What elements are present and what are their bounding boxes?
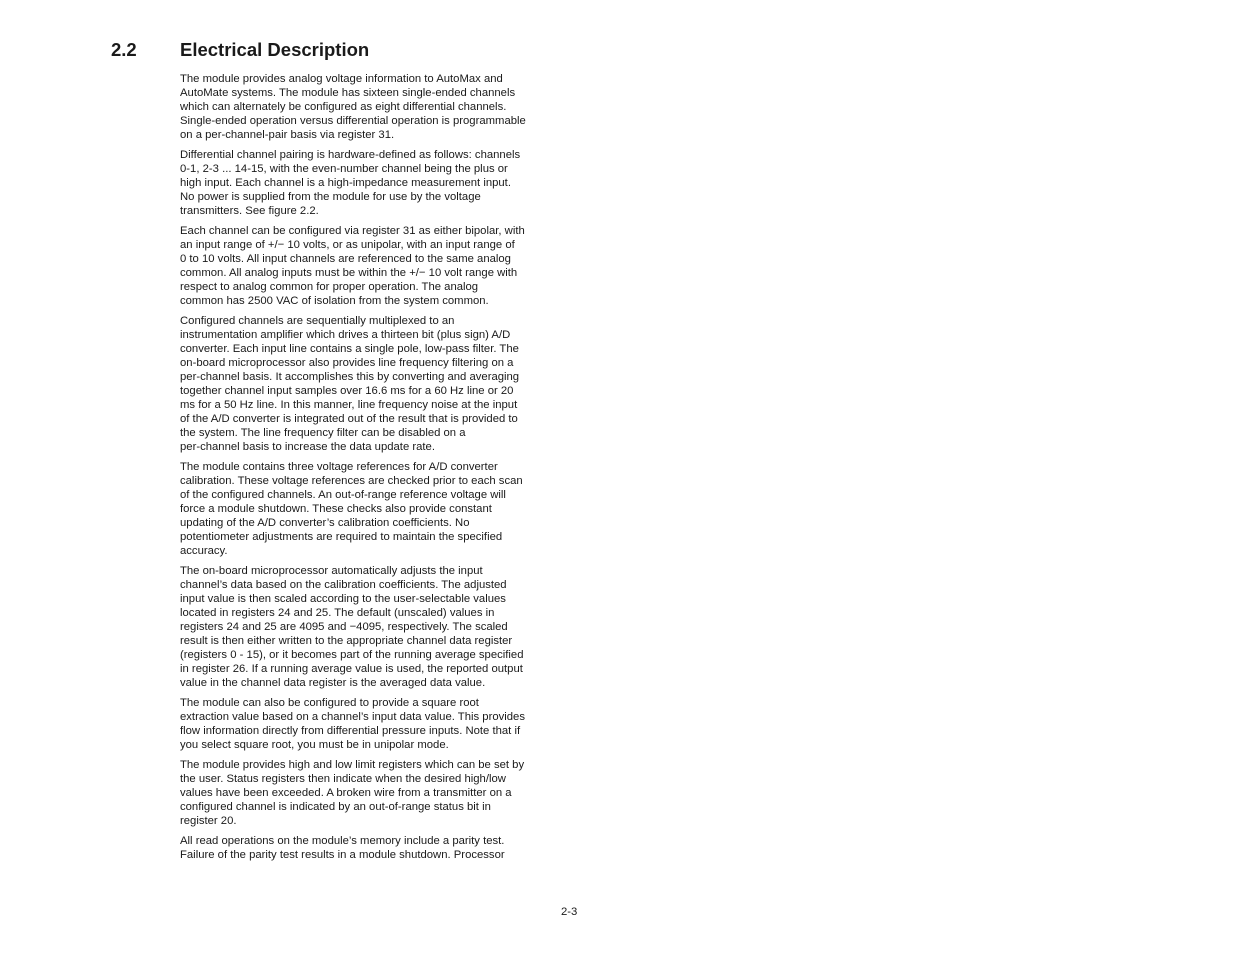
text-line: converter. Each input line contains a single pole, low-pass filter. The: [180, 343, 519, 355]
text-line: transmitters. See figure 2.2.: [180, 205, 319, 217]
text-line: value in the channel data register is the averaged data value.: [180, 677, 486, 689]
text-line: flow information directly from differential pressure inputs. Note that if: [180, 725, 521, 737]
text-line: ms for a 50 Hz line. In this manner, line frequency noise at the input: [180, 399, 518, 411]
text-line: an input range of +/− 10 volts, or as unipolar, with an input range of: [180, 239, 515, 251]
text-line: values have been exceeded. A broken wire from a transmitter on a: [180, 787, 512, 799]
text-line: calibration. These voltage references are checked prior to each scan: [180, 475, 523, 487]
text-line: the system. The line frequency filter can be disabled on a: [180, 427, 466, 439]
text-line: registers 24 and 25 are 4095 and −4095, respectively. The scaled: [180, 621, 508, 633]
text-line: Each channel can be configured via register 31 as either bipolar, with: [180, 225, 525, 237]
text-line: Differential channel pairing is hardware-defined as follows: channels: [180, 149, 521, 161]
text-line: AutoMate systems. The module has sixteen single-ended channels: [180, 87, 516, 99]
text-line: on a per-channel-pair basis via register 31.: [180, 129, 395, 141]
body-text-column: [180, 72, 572, 868]
section-number: 2.2: [111, 39, 137, 60]
section-title: Electrical Description: [180, 39, 370, 60]
text-line: potentiometer adjustments are required to maintain the specified: [180, 531, 503, 543]
text-line: register 20.: [180, 815, 237, 827]
text-line: The module contains three voltage references for A/D converter: [180, 461, 498, 473]
paragraph: [180, 148, 572, 218]
text-line: The module provides analog voltage information to AutoMax and: [180, 73, 503, 85]
text-line: on-board microprocessor also provides line frequency filtering on a: [180, 357, 514, 369]
text-line: input value is then scaled according to the user-selectable values: [180, 593, 506, 605]
paragraph: [180, 72, 572, 142]
text-line: updating of the A/D converter’s calibration coefficients. No: [180, 517, 470, 529]
paragraph: [180, 460, 572, 558]
paragraph: [180, 314, 572, 454]
text-line: The on-board microprocessor automatically adjusts the input: [180, 565, 483, 577]
section-heading: [111, 38, 369, 62]
text-line: respect to analog common for proper operation. The analog: [180, 281, 479, 293]
text-line: per-channel basis. It accomplishes this by converting and averaging: [180, 371, 520, 383]
text-line: result is then either written to the appropriate channel data register: [180, 635, 513, 647]
text-line: force a module shutdown. These checks also provide constant: [180, 503, 492, 515]
text-line: Failure of the parity test results in a module shutdown. Processor: [180, 849, 505, 861]
text-line: accuracy.: [180, 545, 228, 557]
text-line: the user. Status registers then indicate when the desired high/low: [180, 773, 506, 785]
text-line: channel’s data based on the calibration coefficients. The adjusted: [180, 579, 507, 591]
text-line: which can alternately be configured as eight differential channels.: [180, 101, 507, 113]
text-line: of the configured channels. An out-of-range reference voltage will: [180, 489, 506, 501]
paragraph: [180, 564, 572, 690]
paragraph: [180, 224, 572, 308]
text-line: Single-ended operation versus differential operation is programmable: [180, 115, 526, 127]
text-line: of the A/D converter is integrated out of the result that is provided to: [180, 413, 518, 425]
text-line: (registers 0 - 15), or it becomes part of the running average specified: [180, 649, 524, 661]
text-line: common has 2500 VAC of isolation from the system common.: [180, 295, 489, 307]
text-line: instrumentation amplifier which drives a thirteen bit (plus sign) A/D: [180, 329, 511, 341]
text-line: No power is supplied from the module for use by the voltage: [180, 191, 481, 203]
text-line: All read operations on the module’s memory include a parity test.: [180, 835, 505, 847]
text-line: The module can also be configured to provide a square root: [180, 697, 479, 709]
text-line: high input. Each channel is a high-impedance measurement input.: [180, 177, 511, 189]
text-line: The module provides high and low limit registers which can be set by: [180, 759, 525, 771]
text-line: together channel input samples over 16.6 ms for a 60 Hz line or 20: [180, 385, 514, 397]
text-line: per-channel basis to increase the data update rate.: [180, 441, 435, 453]
page-number: 2-3: [561, 906, 578, 918]
paragraph: [180, 834, 572, 862]
text-line: 0-1, 2-3 ... 14-15, with the even-number channel being the plus or: [180, 163, 508, 175]
paragraph: [180, 758, 572, 828]
text-line: Configured channels are sequentially multiplexed to an: [180, 315, 455, 327]
text-line: configured channel is indicated by an out-of-range status bit in: [180, 801, 491, 813]
paragraph: [180, 696, 572, 752]
text-line: 0 to 10 volts. All input channels are referenced to the same analog: [180, 253, 511, 265]
text-line: common. All analog inputs must be within the +/− 10 volt range with: [180, 267, 518, 279]
text-line: extraction value based on a channel’s input data value. This provides: [180, 711, 525, 723]
text-line: you select square root, you must be in unipolar mode.: [180, 739, 449, 751]
text-line: located in registers 24 and 25. The default (unscaled) values in: [180, 607, 495, 619]
text-line: in register 26. If a running average value is used, the reported output: [180, 663, 523, 675]
